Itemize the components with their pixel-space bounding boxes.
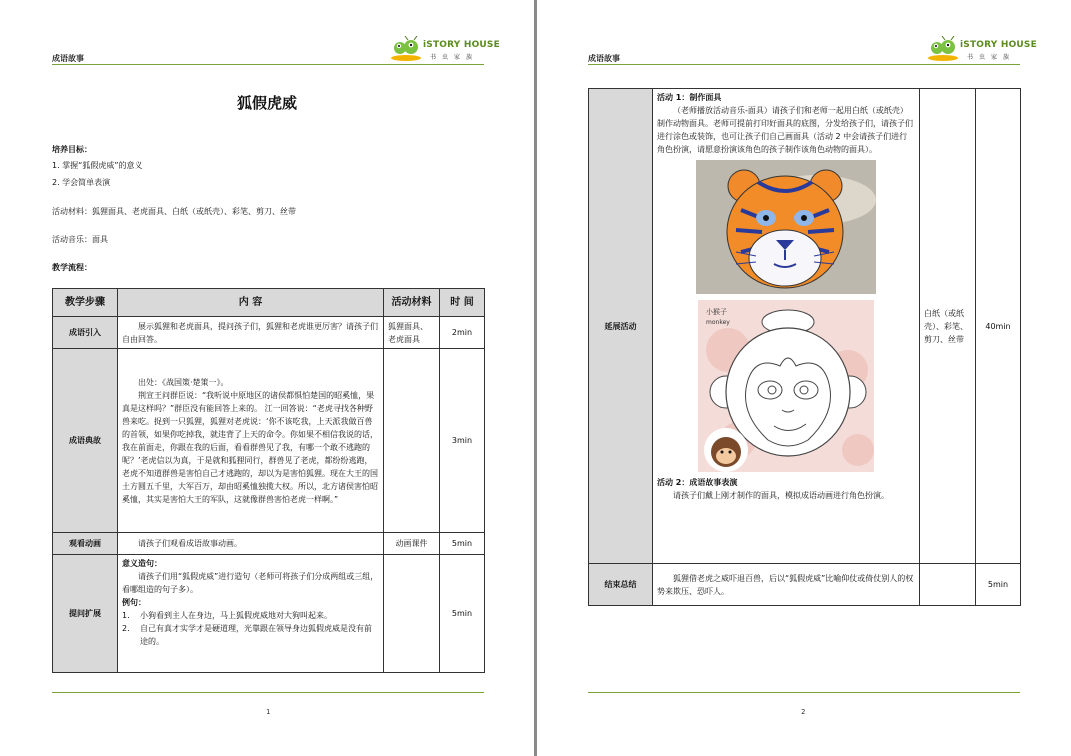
story-text: 荆宣王问群臣说：“我听说中原地区的诸侯都惧怕楚国的昭奚恤，果真是这样吗？”群臣没有能回答上来的。 江一回答说：“老虎寻找各种野兽来吃。捉到一只狐狸，狐狸对老虎说：‘你不该吃我，上天派我做百兽的首领，如果你吃掉我，就违背了上天的命令。你如果不相信我说的话，我在前面走，你跟在我的后面，看看群兽见了我，有哪一个敢不逃跑的呢？’老虎信以为真，于是就和狐狸同行，群兽见了老虎，都纷纷逃跑，老虎不知道群兽是害怕自己才逃跑的，却以为是害怕狐狸。现在大王的国土方圆五千里，大军百万，却由昭奚恤独揽大权。所以，北方诸侯害怕昭奚恤，其实是害怕大王的军队，这就像群兽害怕老虎一样啊。” — [122, 390, 378, 504]
content-cell — [118, 349, 384, 533]
monkey-mask-template — [698, 300, 874, 472]
lesson-table-part2 — [588, 88, 1021, 606]
page-number: 1 — [266, 708, 271, 716]
goal-item-1: 1. 掌握“狐假虎威”的意义 — [52, 161, 143, 170]
footer-rule — [588, 692, 1020, 693]
example-item-1: 1. 小狗看到主人在身边，马上狐假虎威地对大狗叫起来。 — [122, 611, 332, 620]
time-cell: 40min — [976, 89, 1021, 564]
brand-name: iSTORY HOUSE — [423, 40, 500, 50]
material-cell — [384, 349, 440, 533]
page-number: 2 — [801, 708, 806, 716]
time-cell: 2min — [440, 317, 485, 349]
bookworm-logo-icon — [390, 36, 424, 62]
goal-item-2: 2. 学会简单表演 — [52, 178, 111, 187]
music-line: 活动音乐：面具 — [52, 235, 108, 244]
table-row — [589, 564, 1021, 606]
tiger-mask-image — [696, 160, 876, 294]
bookworm-logo-icon — [927, 36, 961, 62]
material-cell — [920, 564, 976, 606]
material-cell: 狐狸面具、老虎面具 — [384, 317, 440, 349]
monkey-label-en: monkey — [706, 319, 730, 326]
document-page-1 — [0, 0, 534, 756]
content-cell — [118, 555, 384, 673]
lesson-table-part1 — [52, 288, 485, 673]
material-cell: 白纸（或纸壳）、彩笔、剪刀、丝带 — [920, 89, 976, 564]
table-row — [53, 533, 485, 555]
footer-rule — [52, 692, 484, 693]
header-doc-label: 成语故事 — [588, 54, 620, 63]
lesson-title: 狐假虎威 — [236, 94, 297, 112]
material-cell: 动画课件 — [384, 533, 440, 555]
content-cell: 狐狸借老虎之威吓退百兽，后以“狐假虎威”比喻仰仗或倚仗别人的权势来欺压、恐吓人。 — [653, 564, 920, 606]
content-cell — [653, 89, 920, 564]
story-source: 出处：《战国策·楚策一》。 — [138, 377, 229, 387]
brand-logo — [390, 36, 500, 62]
time-cell: 5min — [440, 555, 485, 673]
step-cell: 提问扩展 — [53, 555, 118, 673]
step-cell: 观看动画 — [53, 533, 118, 555]
example-label: 例句： — [122, 598, 146, 607]
step-cell: 结束总结 — [589, 564, 653, 606]
time-cell: 3min — [440, 349, 485, 533]
document-page-2 — [537, 0, 1071, 756]
activity-1-text: （老师播放活动音乐-面具）请孩子们和老师一起用白纸（或纸壳）制作动物面具。老师可提前打印好面具的底图，分发给孩子们，请孩子们进行涂色或装饰，也可让孩子们自己画面具（活动 2 中会请孩子们进行角色扮演，请愿意扮演该角色的孩子制作该角色动物的面具）。 — [657, 106, 913, 154]
tiger-mask-photo — [696, 160, 876, 294]
material-cell — [384, 555, 440, 673]
sub-intro: 请孩子们用“狐假虎威”进行造句（老师可将孩子们分成两组或三组，看哪组造的句子多）。 — [122, 572, 379, 594]
brand-name-cn: 书虫家族 — [430, 54, 479, 61]
step-cell: 延展活动 — [589, 89, 653, 564]
flow-label: 教学流程： — [52, 263, 92, 272]
time-cell: 5min — [440, 533, 485, 555]
example-item-2: 2. 自己有真才实学才是硬道理，光靠跟在领导身边狐假虎威是没有前途的。 — [122, 624, 372, 646]
col-header-time: 时 间 — [440, 289, 485, 317]
monkey-label-cn: 小猴子 — [706, 308, 727, 316]
materials-line: 活动材料：狐狸面具、老虎面具、白纸（或纸壳）、彩笔、剪刀、丝带 — [52, 207, 296, 216]
content-cell: 请孩子们观看成语故事动画。 — [118, 533, 384, 555]
col-header-content: 内 容 — [118, 289, 384, 317]
table-row — [589, 89, 1021, 564]
goals-label: 培养目标： — [52, 145, 92, 154]
brand-name-cn: 书虫家族 — [967, 54, 1016, 61]
table-row — [53, 555, 485, 673]
sub-heading: 意义造句： — [122, 559, 162, 568]
table-row — [53, 317, 485, 349]
header-rule — [52, 64, 484, 65]
content-cell: 展示狐狸和老虎面具，提问孩子们，狐狸和老虎谁更厉害？请孩子们自由回答。 — [118, 317, 384, 349]
col-header-material: 活动材料 — [384, 289, 440, 317]
header-rule — [588, 64, 1020, 65]
time-cell: 5min — [976, 564, 1021, 606]
header-doc-label: 成语故事 — [52, 54, 84, 63]
brand-name: iSTORY HOUSE — [960, 40, 1037, 50]
col-header-step: 教学步骤 — [53, 289, 118, 317]
table-row — [53, 349, 485, 533]
step-cell: 成语引入 — [53, 317, 118, 349]
activity-2-text: 请孩子们戴上刚才制作的面具，模拟成语动画进行角色扮演。 — [673, 491, 889, 500]
activity-1-title: 活动 1：制作面具 — [657, 93, 722, 102]
step-cell: 成语典故 — [53, 349, 118, 533]
brand-logo — [927, 36, 1037, 62]
activity-2-title: 活动 2：成语故事表演 — [657, 478, 738, 487]
